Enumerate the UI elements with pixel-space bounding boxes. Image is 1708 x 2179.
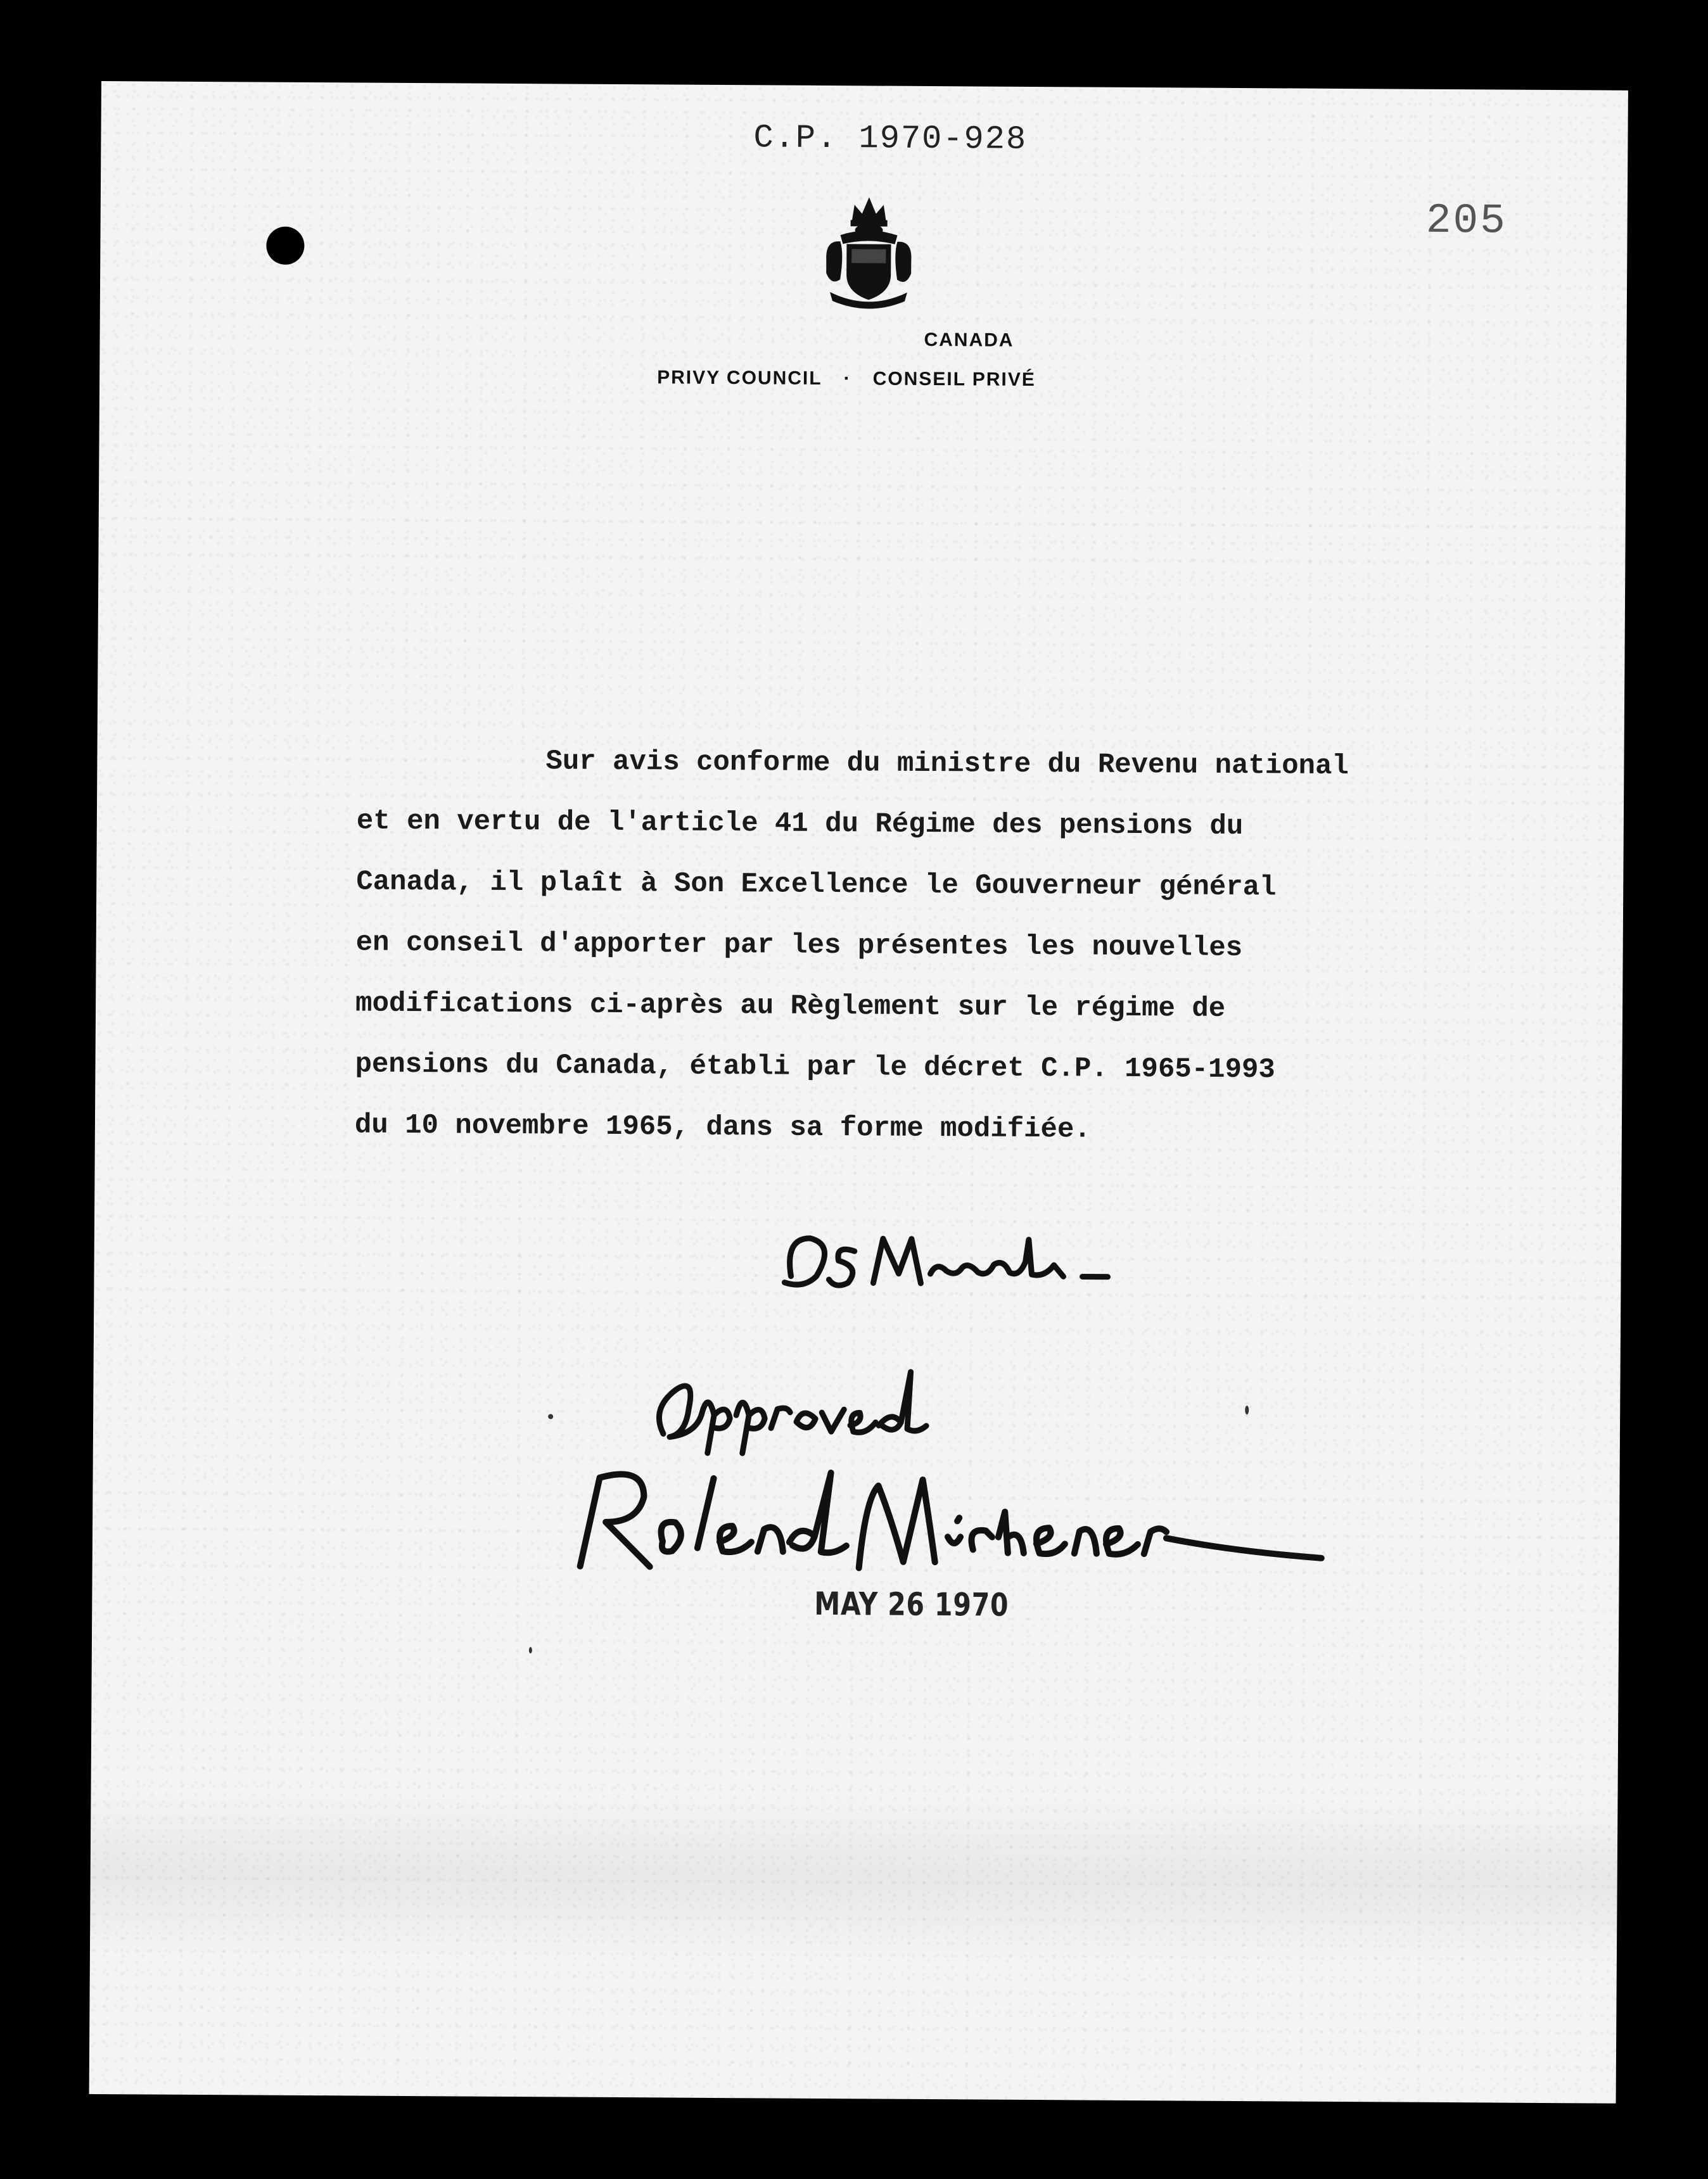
body-line: Sur avis conforme du ministre du Revenu national xyxy=(545,746,1349,783)
emblem-country: CANADA xyxy=(924,329,1014,351)
council-fr: CONSEIL PRIVÉ xyxy=(872,368,1036,391)
body-line: pensions du Canada, établi par le décret C.P. 1965-1993 xyxy=(355,1048,1275,1086)
minister-signature xyxy=(765,1200,1171,1310)
body-line: du 10 novembre 1965, dans sa forme modifiée. xyxy=(354,1109,1091,1146)
document-page xyxy=(89,81,1628,2104)
approval-date-stamp: MAY 26 1970 xyxy=(814,1585,1009,1623)
emblem-council xyxy=(657,367,1036,391)
scan-shade-band xyxy=(90,1791,1618,1966)
scan-speck xyxy=(1245,1406,1249,1414)
order-number: C.P. 1970-928 xyxy=(753,119,1028,158)
council-en: PRIVY COUNCIL xyxy=(657,367,822,389)
coat-of-arms-icon xyxy=(821,191,917,312)
body-line: Canada, il plaît à Son Excellence le Gouverneur général xyxy=(356,866,1277,904)
order-body xyxy=(355,730,1561,1163)
governor-signature xyxy=(548,1439,1372,1596)
page-number: 205 xyxy=(1425,196,1507,245)
body-line: en conseil d'apporter par les présentes les nouvelles xyxy=(355,927,1243,965)
council-separator: · xyxy=(843,368,851,390)
punch-hole xyxy=(266,227,304,265)
scan-speck xyxy=(529,1647,532,1653)
body-line: et en vertu de l'article 41 du Régime des pensions du xyxy=(356,805,1244,843)
scan-speck xyxy=(548,1414,553,1419)
body-line: modifications ci-après au Règlement sur le régime de xyxy=(355,988,1226,1025)
